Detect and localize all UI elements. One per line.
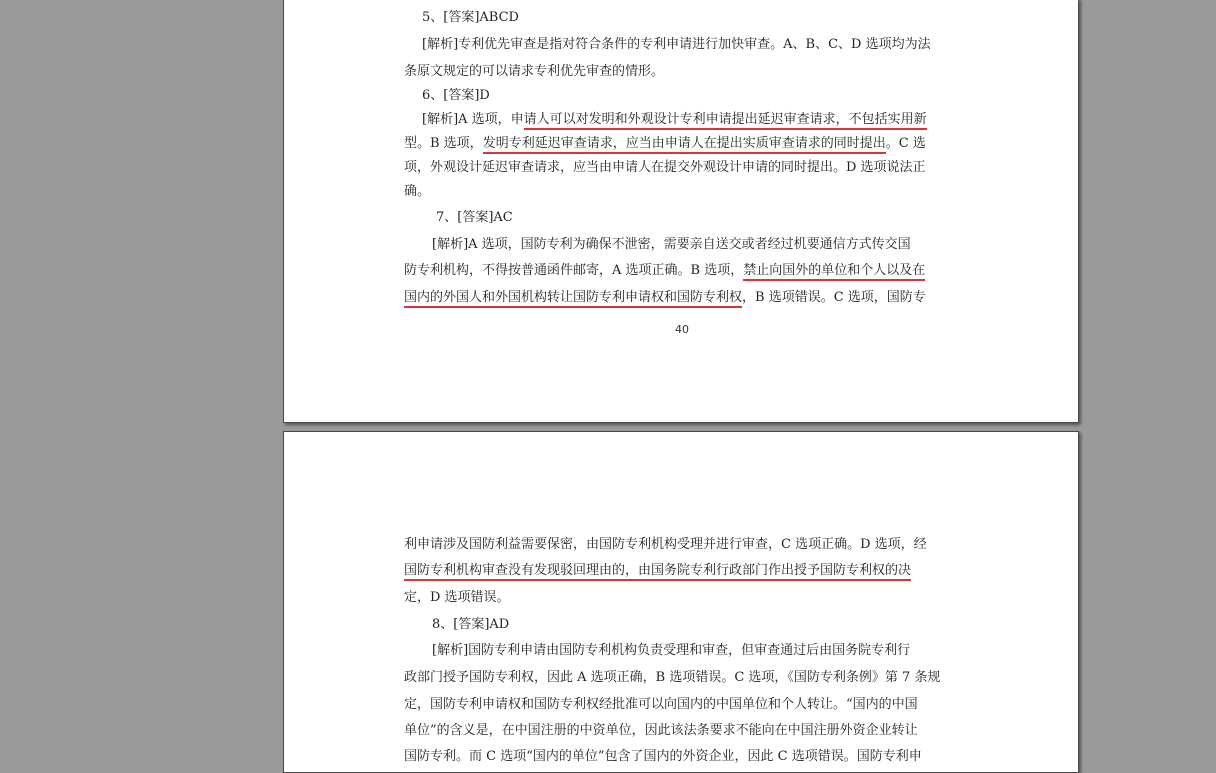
- q6-analysis-line-2: [404, 136, 926, 152]
- q8-analysis-line-5: 国防专利。而 C 选项“国内的单位”包含了国内的外资企业，因此 C 选项错误。国防专利申: [404, 749, 922, 764]
- q8-analysis-line-2: 政部门授予国防专利权，因此 A 选项正确，B 选项错误。C 选项，《国防专利条例》第 7 条规: [404, 670, 941, 685]
- q7-answer: 7、[答案]AC: [436, 210, 513, 225]
- page-number: 40: [675, 323, 689, 336]
- underlined-text: 国防专利机构审查没有发现驳回理由的，由国务院专利行政部门作出授予国防专利权的决: [404, 563, 911, 581]
- q6-underlined-text: 请人可以对发明和外观设计专利申请提出延迟审查请求，不包括实用新: [524, 112, 927, 130]
- q7-analysis-line-1: [解析]A 选项，国防专利为确保不泄密，需要亲自送交或者经过机要通信方式传交国: [432, 237, 911, 252]
- continued-text-line-1: 利申请涉及国防利益需要保密，由国防专利机构受理并进行审查，C 选项正确。D 选项，经: [404, 537, 927, 552]
- q6-text: 型。B 选项，: [404, 136, 483, 151]
- q7-underlined-text: 禁止向国外的单位和个人以及在: [743, 263, 925, 281]
- q7-underlined-text: 国内的外国人和外国机构转让国防专利申请权和国防专利权: [404, 290, 742, 308]
- document-page-40: [283, 0, 1079, 423]
- q5-answer: 5、[答案]ABCD: [422, 10, 519, 25]
- document-page-41: [283, 431, 1079, 773]
- q6-analysis-line-4: 确。: [404, 184, 431, 199]
- q8-answer: 8、[答案]AD: [432, 617, 510, 632]
- q6-analysis-line-1: [422, 112, 927, 128]
- q7-text: ，B 选项错误。C 选项，国防专: [742, 290, 926, 305]
- q7-analysis-line-3: [404, 290, 926, 306]
- continued-text-line-3: 定，D 选项错误。: [404, 590, 510, 605]
- q6-text: 。C 选: [885, 136, 926, 151]
- q6-underlined-text: 发明专利延迟审查请求，应当由申请人在提出实质审查请求的同时提出: [483, 136, 886, 154]
- q7-analysis-line-2: [404, 263, 925, 279]
- q6-text: [解析]A 选项，申: [422, 112, 524, 127]
- q6-analysis-line-3: 项，外观设计延迟审查请求，应当由申请人在提交外观设计申请的同时提出。D 选项说法正: [404, 160, 926, 175]
- q6-answer: 6、[答案]D: [422, 88, 490, 103]
- q5-analysis-line-2: 条原文规定的可以请求专利优先审查的情形。: [404, 64, 665, 79]
- q8-analysis-line-4: 单位”的含义是，在中国注册的中资单位，因此该法条要求不能向在中国注册外资企业转让: [404, 723, 918, 738]
- q5-analysis-line-1: [解析]专利优先审查是指对符合条件的专利申请进行加快审查。A、B、C、D 选项均为法: [422, 37, 931, 52]
- q8-analysis-line-3: 定，国防专利申请权和国防专利权经批准可以向国内的中国单位和个人转让。“国内的中国: [404, 697, 918, 712]
- q8-analysis-line-1: [解析]国防专利申请由国防专利机构负责受理和审查，但审查通过后由国务院专利行: [432, 643, 911, 658]
- q7-text: 防专利机构，不得按普通函件邮寄，A 选项正确。B 选项，: [404, 263, 744, 278]
- continued-text-line-2: [404, 563, 911, 579]
